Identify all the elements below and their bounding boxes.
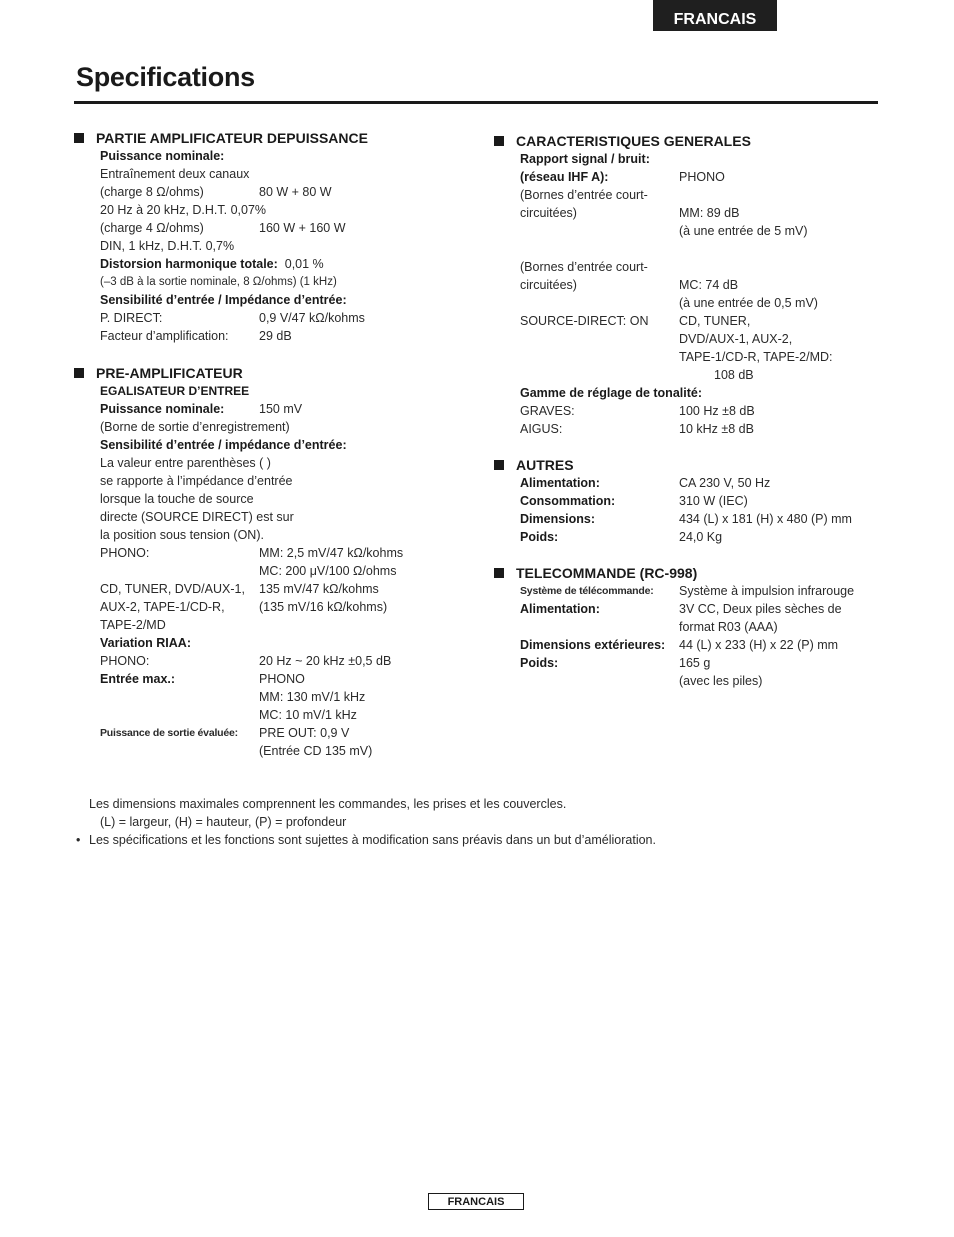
spec-label: Poids: [520, 530, 559, 544]
spec-label: Alimentation: [520, 602, 600, 616]
section-other [494, 455, 884, 546]
spec-value: Système à impulsion infrarouge [679, 584, 855, 598]
spec-text: La valeur entre parenthèses ( ) [100, 456, 271, 470]
section-remote [494, 563, 884, 690]
spec-text: 20 Hz à 20 kHz, D.H.T. 0,07% [100, 203, 267, 217]
spec-value: PRE OUT: 0,9 V [259, 726, 350, 740]
language-tab: FRANCAIS [653, 0, 777, 31]
spec-text: DIN, 1 kHz, D.H.T. 0,7% [100, 239, 235, 253]
spec-text: (Bornes d’entrée court- [520, 188, 648, 202]
square-bullet-icon [494, 136, 504, 146]
square-bullet-icon [74, 368, 84, 378]
spec-value: 135 mV/47 kΩ/kohms [259, 582, 379, 596]
spec-value: 10 kHz ±8 dB [679, 422, 754, 436]
section-heading [74, 363, 434, 382]
spec-label: AUX-2, TAPE-1/CD-R, [100, 600, 225, 614]
spec-value: MC: 200 μV/100 Ω/ohms [259, 564, 397, 578]
spec-label: (charge 4 Ω/ohms) [100, 221, 204, 235]
spec-label: Gamme de réglage de tonalité: [520, 386, 702, 400]
square-bullet-icon [494, 460, 504, 470]
spec-value: format R03 (AAA) [679, 620, 778, 634]
spec-value: (à une entrée de 0,5 mV) [679, 296, 818, 310]
spec-label: SOURCE-DIRECT: ON [520, 314, 649, 328]
spec-text: lorsque la touche de source [100, 492, 254, 506]
spec-text: circuitées) [520, 206, 577, 220]
spec-value: MM: 130 mV/1 kHz [259, 690, 366, 704]
section-heading-text: CARACTERISTIQUES GENERALES [516, 132, 751, 149]
bullet-icon: • [76, 833, 81, 847]
spec-value: (Entrée CD 135 mV) [259, 744, 373, 758]
section-power-amp [74, 128, 434, 345]
spec-label: Poids: [520, 656, 559, 670]
spec-value: 3V CC, Deux piles sèches de [679, 602, 842, 616]
spec-value: 160 W + 160 W [259, 221, 346, 235]
spec-value: 434 (L) x 181 (H) x 480 (P) mm [679, 512, 852, 526]
spec-text: (Borne de sortie d’enregistrement) [100, 420, 290, 434]
spec-text: se rapporte à l’impédance d’entrée [100, 474, 293, 488]
spec-label: Dimensions extérieures: [520, 638, 666, 652]
spec-text: la position sous tension (ON). [100, 528, 264, 542]
spec-value: CD, TUNER, [679, 314, 751, 328]
spec-value: 0,9 V/47 kΩ/kohms [259, 311, 365, 325]
spec-value: MM: 2,5 mV/47 kΩ/kohms [259, 546, 404, 560]
spec-label: Puissance nominale: [100, 402, 225, 416]
section-heading-text: PARTIE AMPLIFICATEUR DEPUISSANCE [96, 129, 368, 146]
spec-value: CA 230 V, 50 Hz [679, 476, 771, 490]
spec-label: Distorsion harmonique totale: [100, 257, 278, 271]
spec-value: 108 dB [714, 368, 754, 382]
title-rule [74, 101, 878, 104]
spec-value: 20 Hz ~ 20 kHz ±0,5 dB [259, 654, 392, 668]
left-column [74, 128, 434, 776]
spec-label: Sensibilité d’entrée / Impédance d’entrée: [100, 293, 347, 307]
spec-value: 150 mV [259, 402, 303, 416]
spec-value: 29 dB [259, 329, 292, 343]
spec-value: PHONO [679, 170, 725, 184]
spec-value: DVD/AUX-1, AUX-2, [679, 332, 793, 346]
spec-value: PHONO [259, 672, 305, 686]
spec-value: 44 (L) x 233 (H) x 22 (P) mm [679, 638, 839, 652]
spec-label: Alimentation: [520, 476, 600, 490]
spec-label: (réseau IHF A): [520, 170, 609, 184]
spec-value: MM: 89 dB [679, 206, 740, 220]
notes [76, 795, 856, 849]
spec-label: Consommation: [520, 494, 616, 508]
section-heading-text: TELECOMMANDE (RC-998) [516, 564, 698, 581]
spec-text: circuitées) [520, 278, 577, 292]
spec-value: (avec les piles) [679, 674, 763, 688]
spec-value: 310 W (IEC) [679, 494, 748, 508]
spec-label: PHONO: [100, 546, 150, 560]
spec-value: 100 Hz ±8 dB [679, 404, 755, 418]
spec-value: (135 mV/16 kΩ/kohms) [259, 600, 388, 614]
spec-label: AIGUS: [520, 422, 563, 436]
spec-label: P. DIRECT: [100, 311, 163, 325]
spec-text: directe (SOURCE DIRECT) est sur [100, 510, 294, 524]
section-heading-text: AUTRES [516, 456, 574, 473]
section-heading [74, 128, 434, 147]
spec-label: Sensibilité d’entrée / impédance d’entrée: [100, 438, 347, 452]
square-bullet-icon [494, 568, 504, 578]
spec-value: 80 W + 80 W [259, 185, 332, 199]
footer-language-label: FRANCAIS [428, 1193, 524, 1210]
spec-text: (–3 dB à la sortie nominale, 8 Ω/ohms) (1 kHz) [100, 276, 337, 288]
spec-value: 24,0 Kg [679, 530, 723, 544]
note-text: Les dimensions maximales comprennent les commandes, les prises et les couvercles. [89, 797, 567, 811]
spec-label: GRAVES: [520, 404, 575, 418]
spec-label: EGALISATEUR D’ENTREE [100, 384, 250, 398]
spec-label: TAPE-2/MD [100, 618, 166, 632]
section-heading [494, 455, 884, 474]
section-heading [494, 131, 884, 150]
spec-text: (Bornes d’entrée court- [520, 260, 648, 274]
spec-label: Dimensions: [520, 512, 596, 526]
section-heading-text: PRE-AMPLIFICATEUR [96, 364, 243, 381]
spec-value: 165 g [679, 656, 711, 670]
spec-label: Rapport signal / bruit: [520, 152, 650, 166]
spec-label: PHONO: [100, 654, 150, 668]
spec-value: 0,01 % [284, 257, 324, 271]
spec-value: TAPE-1/CD-R, TAPE-2/MD: [679, 350, 833, 364]
note-text: Les spécifications et les fonctions sont sujettes à modification sans préavis dans un but d’amélioration. [89, 833, 656, 847]
spec-label: Puissance nominale: [100, 149, 225, 163]
spec-label: Entrée max.: [100, 672, 176, 686]
square-bullet-icon [74, 133, 84, 143]
section-general [494, 131, 884, 438]
spec-value: MC: 10 mV/1 kHz [259, 708, 357, 722]
page-title: Specifications [76, 62, 255, 92]
spec-label: Système de télécommande: [520, 585, 654, 597]
spec-label: (charge 8 Ω/ohms) [100, 185, 204, 199]
spec-label: CD, TUNER, DVD/AUX-1, [100, 582, 245, 596]
spec-label: Puissance de sortie évaluée: [100, 727, 238, 739]
spec-label: Variation RIAA: [100, 636, 191, 650]
note-text: (L) = largeur, (H) = hauteur, (P) = profondeur [100, 815, 347, 829]
spec-value: MC: 74 dB [679, 278, 739, 292]
spec-value: (à une entrée de 5 mV) [679, 224, 808, 238]
right-column [494, 131, 884, 706]
section-preamp [74, 363, 434, 760]
section-heading [494, 563, 884, 582]
spec-label: Facteur d’amplification: [100, 329, 229, 343]
spec-text: Entraînement deux canaux [100, 167, 250, 181]
